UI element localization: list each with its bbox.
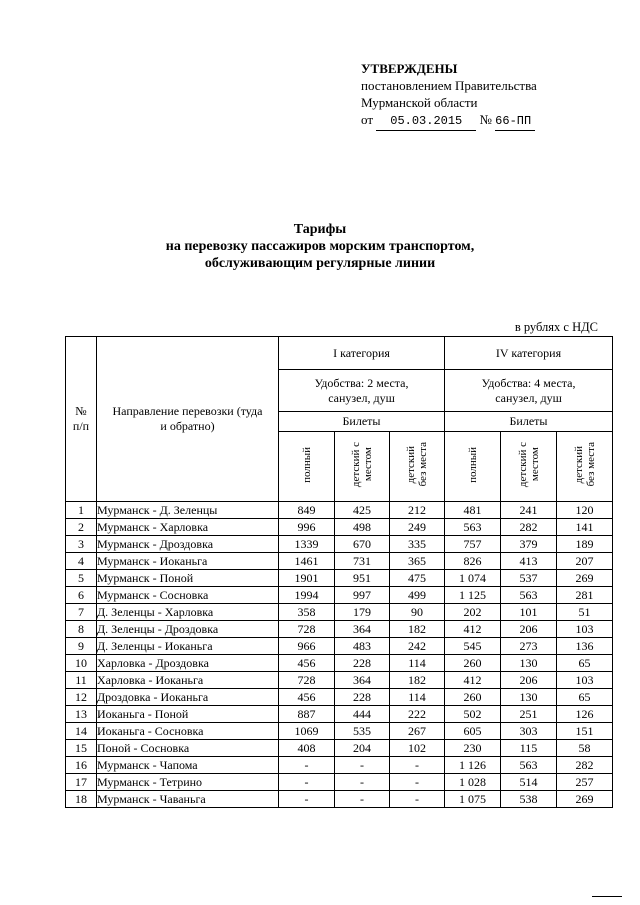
fare-cell: 179 bbox=[335, 604, 390, 621]
fare-cell: 1994 bbox=[279, 587, 335, 604]
fare-cell: - bbox=[390, 757, 445, 774]
fare-cell: - bbox=[335, 757, 390, 774]
approval-heading: УТВЕРЖДЕНЫ bbox=[361, 61, 458, 76]
fare-cell: 141 bbox=[557, 519, 613, 536]
fare-cell: 1 074 bbox=[445, 570, 501, 587]
row-number: 9 bbox=[66, 638, 97, 655]
fare-cell: 364 bbox=[335, 672, 390, 689]
fare-cell: 103 bbox=[557, 672, 613, 689]
title-line-1: Тарифы bbox=[293, 222, 347, 237]
fare-cell: 269 bbox=[557, 570, 613, 587]
fare-cell: 365 bbox=[390, 553, 445, 570]
fare-cell: 303 bbox=[501, 723, 557, 740]
row-number: 1 bbox=[66, 502, 97, 519]
fare-cell: - bbox=[335, 774, 390, 791]
fare-cell: 65 bbox=[557, 655, 613, 672]
fare-cell: - bbox=[279, 757, 335, 774]
row-number: 5 bbox=[66, 570, 97, 587]
fare-cell: 206 bbox=[501, 621, 557, 638]
fare-cell: 728 bbox=[279, 621, 335, 638]
fare-cell: 189 bbox=[557, 536, 613, 553]
fare-cell: 260 bbox=[445, 655, 501, 672]
fare-cell: 1461 bbox=[279, 553, 335, 570]
table-row bbox=[66, 502, 613, 519]
table-row bbox=[66, 791, 613, 808]
row-number: 11 bbox=[66, 672, 97, 689]
fare-cell: 1 126 bbox=[445, 757, 501, 774]
fare-cell: 114 bbox=[390, 689, 445, 706]
fare-cell: 425 bbox=[335, 502, 390, 519]
fare-cell: - bbox=[335, 791, 390, 808]
table-row bbox=[66, 655, 613, 672]
table-row bbox=[66, 706, 613, 723]
fare-cell: 242 bbox=[390, 638, 445, 655]
fare-cell: 257 bbox=[557, 774, 613, 791]
fare-cell: 114 bbox=[390, 655, 445, 672]
fare-cell: 335 bbox=[390, 536, 445, 553]
fare-cell: 222 bbox=[390, 706, 445, 723]
fare-cell: 1 075 bbox=[445, 791, 501, 808]
fare-cell: 202 bbox=[445, 604, 501, 621]
fare-cell: 58 bbox=[557, 740, 613, 757]
fare-cell: 282 bbox=[501, 519, 557, 536]
route-cell: Д. Зеленцы - Иоканьга bbox=[97, 638, 279, 655]
number-label: № bbox=[479, 112, 492, 127]
approval-block bbox=[361, 60, 537, 131]
route-cell: Мурманск - Д. Зеленцы bbox=[97, 502, 279, 519]
fare-cell: 65 bbox=[557, 689, 613, 706]
fare-cell: 103 bbox=[557, 621, 613, 638]
row-number: 7 bbox=[66, 604, 97, 621]
header-child-seat-1: детский с местом bbox=[335, 432, 390, 502]
fare-cell: - bbox=[390, 791, 445, 808]
fare-cell: 260 bbox=[445, 689, 501, 706]
table-row bbox=[66, 638, 613, 655]
table-body bbox=[66, 502, 613, 808]
fare-cell: 481 bbox=[445, 502, 501, 519]
fare-cell: 241 bbox=[501, 502, 557, 519]
tariff-table bbox=[65, 336, 613, 808]
table-row bbox=[66, 740, 613, 757]
fare-cell: 413 bbox=[501, 553, 557, 570]
fare-cell: 228 bbox=[335, 689, 390, 706]
fare-cell: 731 bbox=[335, 553, 390, 570]
fare-cell: 102 bbox=[390, 740, 445, 757]
fare-cell: 282 bbox=[557, 757, 613, 774]
route-cell: Харловка - Иоканьга bbox=[97, 672, 279, 689]
approval-date: 05.03.2015 bbox=[376, 113, 476, 131]
row-number: 4 bbox=[66, 553, 97, 570]
route-cell: Мурманск - Тетрино bbox=[97, 774, 279, 791]
fare-cell: 408 bbox=[279, 740, 335, 757]
table-row bbox=[66, 536, 613, 553]
fare-cell: 605 bbox=[445, 723, 501, 740]
table-header bbox=[66, 337, 613, 502]
fare-cell: 412 bbox=[445, 621, 501, 638]
fare-cell: 670 bbox=[335, 536, 390, 553]
table-row bbox=[66, 587, 613, 604]
table-row bbox=[66, 604, 613, 621]
fare-cell: 1069 bbox=[279, 723, 335, 740]
fare-cell: 545 bbox=[445, 638, 501, 655]
fare-cell: - bbox=[279, 774, 335, 791]
route-cell: Харловка - Дроздовка bbox=[97, 655, 279, 672]
fare-cell: 151 bbox=[557, 723, 613, 740]
title-line-2: на перевозку пассажиров морским транспортом, bbox=[165, 239, 475, 254]
route-cell: Иоканьга - Сосновка bbox=[97, 723, 279, 740]
fare-cell: - bbox=[390, 774, 445, 791]
row-number: 13 bbox=[66, 706, 97, 723]
header-full-4: полный bbox=[445, 432, 501, 502]
fare-cell: 563 bbox=[501, 587, 557, 604]
fare-cell: 130 bbox=[501, 655, 557, 672]
fare-cell: 728 bbox=[279, 672, 335, 689]
route-cell: Мурманск - Дроздовка bbox=[97, 536, 279, 553]
row-number: 10 bbox=[66, 655, 97, 672]
header-comfort-1: Удобства: 2 места, санузел, душ bbox=[279, 370, 445, 412]
fare-cell: 269 bbox=[557, 791, 613, 808]
fare-cell: 206 bbox=[501, 672, 557, 689]
header-num: № п/п bbox=[66, 337, 97, 502]
table-row bbox=[66, 553, 613, 570]
fare-cell: 182 bbox=[390, 672, 445, 689]
row-number: 3 bbox=[66, 536, 97, 553]
fare-cell: 136 bbox=[557, 638, 613, 655]
fare-cell: 996 bbox=[279, 519, 335, 536]
route-cell: Мурманск - Чапома bbox=[97, 757, 279, 774]
fare-cell: 1 028 bbox=[445, 774, 501, 791]
fare-cell: 207 bbox=[557, 553, 613, 570]
header-tickets-1: Билеты bbox=[279, 412, 445, 432]
fare-cell: 499 bbox=[390, 587, 445, 604]
units-note: в рублях с НДС bbox=[514, 320, 598, 334]
fare-cell: 412 bbox=[445, 672, 501, 689]
table-row bbox=[66, 757, 613, 774]
fare-cell: 120 bbox=[557, 502, 613, 519]
route-cell: Дроздовка - Иоканьга bbox=[97, 689, 279, 706]
header-category-4: IV категория bbox=[445, 337, 613, 370]
row-number: 8 bbox=[66, 621, 97, 638]
fare-cell: 951 bbox=[335, 570, 390, 587]
fare-cell: 204 bbox=[335, 740, 390, 757]
fare-cell: 456 bbox=[279, 689, 335, 706]
approval-line-2: Мурманской области bbox=[361, 95, 478, 110]
fare-cell: 267 bbox=[390, 723, 445, 740]
route-cell: Мурманск - Чаваньга bbox=[97, 791, 279, 808]
header-child-seat-4: детский с местом bbox=[501, 432, 557, 502]
route-cell: Д. Зеленцы - Харловка bbox=[97, 604, 279, 621]
fare-cell: 563 bbox=[501, 757, 557, 774]
header-tickets-4: Билеты bbox=[445, 412, 613, 432]
fare-cell: 475 bbox=[390, 570, 445, 587]
fare-cell: 757 bbox=[445, 536, 501, 553]
row-number: 15 bbox=[66, 740, 97, 757]
fare-cell: 514 bbox=[501, 774, 557, 791]
fare-cell: 273 bbox=[501, 638, 557, 655]
fare-cell: 502 bbox=[445, 706, 501, 723]
row-number: 17 bbox=[66, 774, 97, 791]
approval-number: 66-ПП bbox=[495, 113, 535, 131]
table-row bbox=[66, 519, 613, 536]
fare-cell: 1901 bbox=[279, 570, 335, 587]
fare-cell: 182 bbox=[390, 621, 445, 638]
fare-cell: - bbox=[279, 791, 335, 808]
header-child-noseat-1: детский без места bbox=[390, 432, 445, 502]
approval-date-line bbox=[361, 111, 537, 131]
fare-cell: 535 bbox=[335, 723, 390, 740]
route-cell: Мурманск - Харловка bbox=[97, 519, 279, 536]
fare-cell: 498 bbox=[335, 519, 390, 536]
header-full-1: полный bbox=[279, 432, 335, 502]
fare-cell: 997 bbox=[335, 587, 390, 604]
fare-cell: 115 bbox=[501, 740, 557, 757]
route-cell: Мурманск - Поной bbox=[97, 570, 279, 587]
row-number: 12 bbox=[66, 689, 97, 706]
table-row bbox=[66, 621, 613, 638]
table-row bbox=[66, 774, 613, 791]
fare-cell: 249 bbox=[390, 519, 445, 536]
route-cell: Иоканьга - Поной bbox=[97, 706, 279, 723]
fare-cell: 379 bbox=[501, 536, 557, 553]
header-route: Направление перевозки (туда и обратно) bbox=[97, 337, 279, 502]
row-number: 2 bbox=[66, 519, 97, 536]
fare-cell: 130 bbox=[501, 689, 557, 706]
route-cell: Мурманск - Иоканьга bbox=[97, 553, 279, 570]
fare-cell: 1 125 bbox=[445, 587, 501, 604]
fare-cell: 212 bbox=[390, 502, 445, 519]
page-mark bbox=[592, 896, 622, 897]
fare-cell: 563 bbox=[445, 519, 501, 536]
fare-cell: 51 bbox=[557, 604, 613, 621]
row-number: 18 bbox=[66, 791, 97, 808]
fare-cell: 537 bbox=[501, 570, 557, 587]
from-label: от bbox=[361, 112, 374, 127]
table-row bbox=[66, 570, 613, 587]
fare-cell: 444 bbox=[335, 706, 390, 723]
table-row bbox=[66, 689, 613, 706]
fare-cell: 849 bbox=[279, 502, 335, 519]
header-category-1: I категория bbox=[279, 337, 445, 370]
fare-cell: 230 bbox=[445, 740, 501, 757]
route-cell: Д. Зеленцы - Дроздовка bbox=[97, 621, 279, 638]
fare-cell: 358 bbox=[279, 604, 335, 621]
fare-cell: 538 bbox=[501, 791, 557, 808]
fare-cell: 483 bbox=[335, 638, 390, 655]
row-number: 6 bbox=[66, 587, 97, 604]
row-number: 16 bbox=[66, 757, 97, 774]
fare-cell: 126 bbox=[557, 706, 613, 723]
title-line-3: обслуживающим регулярные линии bbox=[204, 256, 436, 271]
fare-cell: 228 bbox=[335, 655, 390, 672]
route-cell: Поной - Сосновка bbox=[97, 740, 279, 757]
fare-cell: 101 bbox=[501, 604, 557, 621]
fare-cell: 456 bbox=[279, 655, 335, 672]
fare-cell: 90 bbox=[390, 604, 445, 621]
fare-cell: 251 bbox=[501, 706, 557, 723]
fare-cell: 966 bbox=[279, 638, 335, 655]
header-comfort-4: Удобства: 4 места, санузел, душ bbox=[445, 370, 613, 412]
approval-line-1: постановлением Правительства bbox=[361, 78, 537, 93]
fare-cell: 826 bbox=[445, 553, 501, 570]
route-cell: Мурманск - Сосновка bbox=[97, 587, 279, 604]
header-child-noseat-4: детский без места bbox=[557, 432, 613, 502]
table-row bbox=[66, 723, 613, 740]
fare-cell: 364 bbox=[335, 621, 390, 638]
fare-cell: 887 bbox=[279, 706, 335, 723]
document-title bbox=[0, 221, 640, 272]
row-number: 14 bbox=[66, 723, 97, 740]
table-row bbox=[66, 672, 613, 689]
fare-cell: 281 bbox=[557, 587, 613, 604]
fare-cell: 1339 bbox=[279, 536, 335, 553]
